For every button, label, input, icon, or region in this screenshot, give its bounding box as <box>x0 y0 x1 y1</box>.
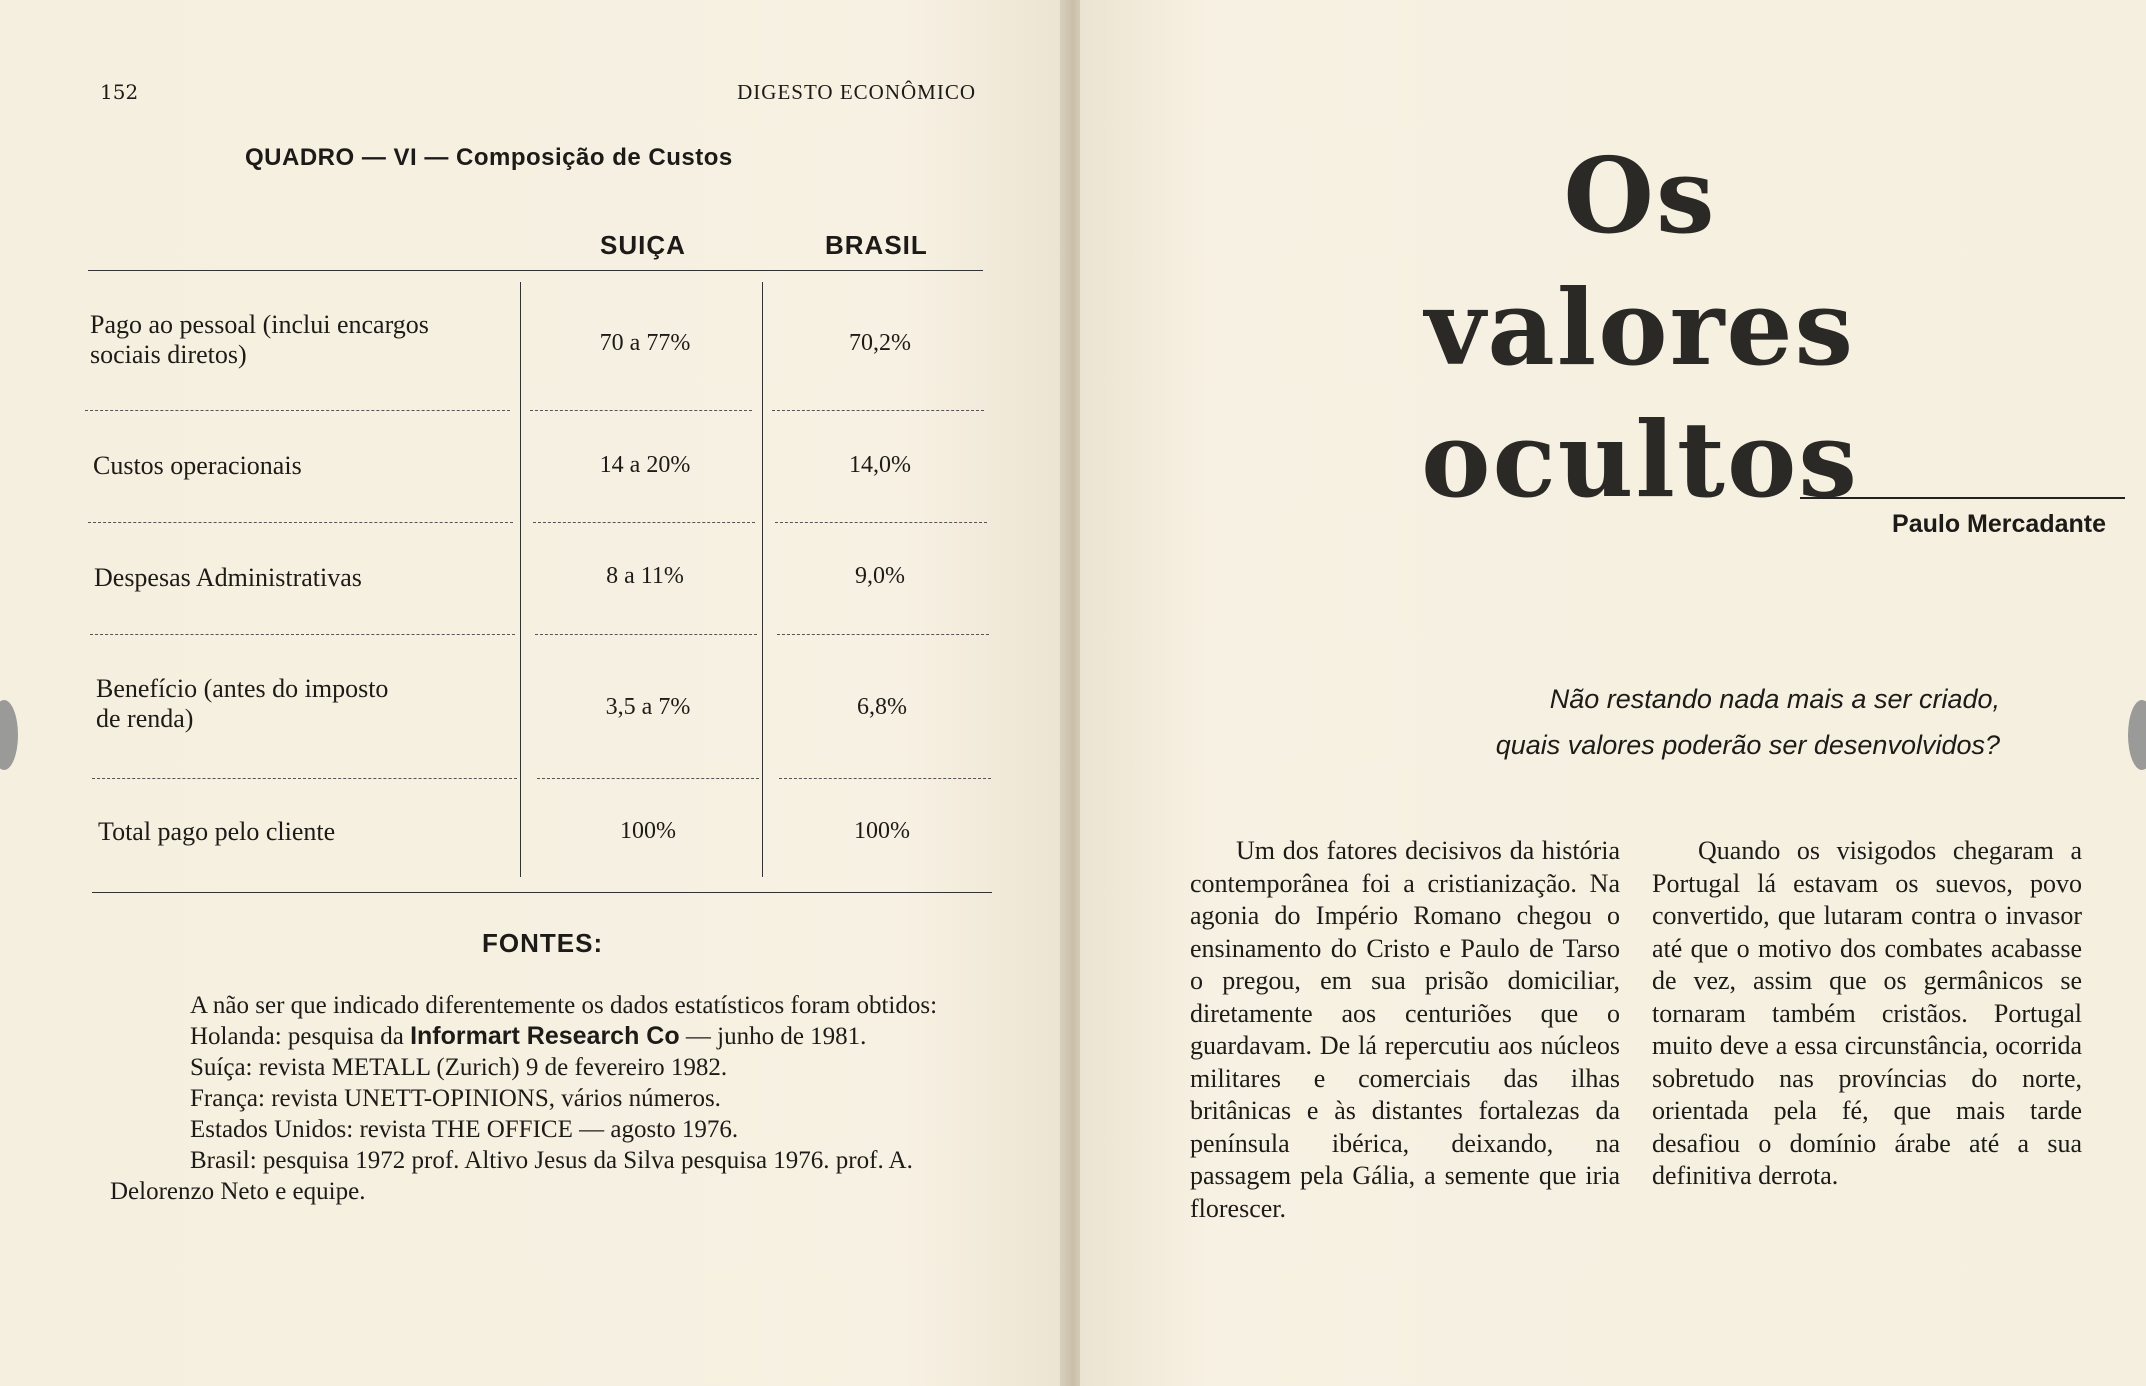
article-author: Paulo Mercadante <box>1892 510 2106 538</box>
headline-line-2: ocultos <box>1421 398 1859 521</box>
source-holanda <box>110 1021 985 1052</box>
source-holanda-date: — junho de 1981. <box>679 1023 867 1050</box>
page-number: 152 <box>100 80 139 104</box>
row-rule <box>533 522 755 523</box>
source-holanda-text: Holanda: pesquisa da <box>190 1023 411 1050</box>
row-label: Despesas Administrativas <box>94 563 362 592</box>
article-lede <box>1310 676 2000 768</box>
binding-hole <box>2128 700 2146 770</box>
row-rule <box>777 634 989 635</box>
left-page <box>0 0 1066 1386</box>
article-column-1 <box>1190 835 1620 1225</box>
row-label: Total pago pelo cliente <box>98 817 336 846</box>
lede-line-2: quais valores poderão ser desenvolvidos? <box>1495 730 2000 760</box>
row-rule <box>88 522 513 523</box>
table-title: QUADRO — VI — Composição de Custos <box>245 144 733 171</box>
author-rule <box>1800 497 2125 499</box>
running-title: DIGESTO ECONÔMICO <box>737 80 976 104</box>
article-column-2 <box>1652 835 2082 1193</box>
row-rule <box>85 410 510 411</box>
row-label: Pago ao pessoal (inclui encargos sociais diretos) <box>90 310 429 369</box>
headline-line-1: Os valores <box>1424 134 1856 389</box>
table-top-rule <box>88 270 983 271</box>
column-divider <box>762 282 763 877</box>
row-rule <box>775 522 987 523</box>
table-bottom-rule <box>92 892 992 893</box>
binding-hole <box>0 700 18 770</box>
row-rule <box>535 634 757 635</box>
row-rule <box>537 778 759 779</box>
column-header-brasil: BRASIL <box>825 230 928 260</box>
right-page <box>1080 0 2146 1386</box>
lede-line-1: Não restando nada mais a ser criado, <box>1549 684 2000 714</box>
cell-brasil: 6,8% <box>857 694 907 720</box>
row-rule <box>92 778 517 779</box>
article-headline <box>1360 130 1920 526</box>
column-divider <box>520 282 521 877</box>
source-holanda-company: Informart Research Co <box>410 1022 680 1050</box>
cell-suica: 8 a 11% <box>606 563 684 589</box>
column-header-suica: SUIÇA <box>600 230 686 260</box>
cell-suica: 3,5 a 7% <box>605 694 691 720</box>
sources-text <box>110 990 985 1207</box>
source-franca: França: revista UNETT-OPINIONS, vários números. <box>190 1085 721 1112</box>
sources-intro: A não ser que indicado diferentemente os dados estatísticos foram obtidos: <box>190 992 938 1019</box>
row-rule <box>90 634 515 635</box>
row-rule <box>779 778 991 779</box>
source-suica: Suíça: revista METALL (Zurich) 9 de fevereiro 1982. <box>190 1054 728 1081</box>
source-brasil: Brasil: pesquisa 1972 prof. Altivo Jesus da Silva pesquisa 1976. prof. A. Delorenzo Neto e equipe. <box>110 1147 913 1205</box>
paragraph: Um dos fatores decisivos da história contemporânea foi a cristianização. Na agonia do Império Romano chegou o ensinamento do Cristo e Paulo de Tarso o pregou, em sua prisão domiciliar, diretamente aos centuriões que o guardavam. De lá repercutiu aos núcleos militares e comerciais das ilhas britânicas e às distantes fortalezas da península ibérica, deixando, na passagem pela Gália, a semente que iria florescer. <box>1190 836 1620 1223</box>
row-label: Custos operacionais <box>93 451 302 480</box>
cell-brasil: 100% <box>854 818 910 844</box>
row-label: Benefício (antes do imposto de renda) <box>96 674 389 733</box>
row-rule <box>772 410 984 411</box>
sources-heading: FONTES: <box>482 928 604 958</box>
cell-suica: 70 a 77% <box>599 330 691 356</box>
source-eua: Estados Unidos: revista THE OFFICE — agosto 1976. <box>190 1116 739 1143</box>
paragraph: Quando os visigodos chegaram a Portugal lá estavam os suevos, povo convertido, que lutaram contra o invasor até que o motivo dos combates acabasse de vez, assim que os germânicos se tornaram também cristãos. Portugal muito deve a essa circunstância, ocorrida sobretudo nas províncias do norte, orientada pela fé, que mais tarde desafiou o domínio árabe até a sua definitiva derrota. <box>1652 836 2082 1190</box>
cell-brasil: 14,0% <box>849 452 911 478</box>
cell-brasil: 70,2% <box>849 330 911 356</box>
cell-suica: 14 a 20% <box>599 452 691 478</box>
cell-brasil: 9,0% <box>855 563 905 589</box>
row-rule <box>530 410 752 411</box>
cell-suica: 100% <box>620 818 676 844</box>
